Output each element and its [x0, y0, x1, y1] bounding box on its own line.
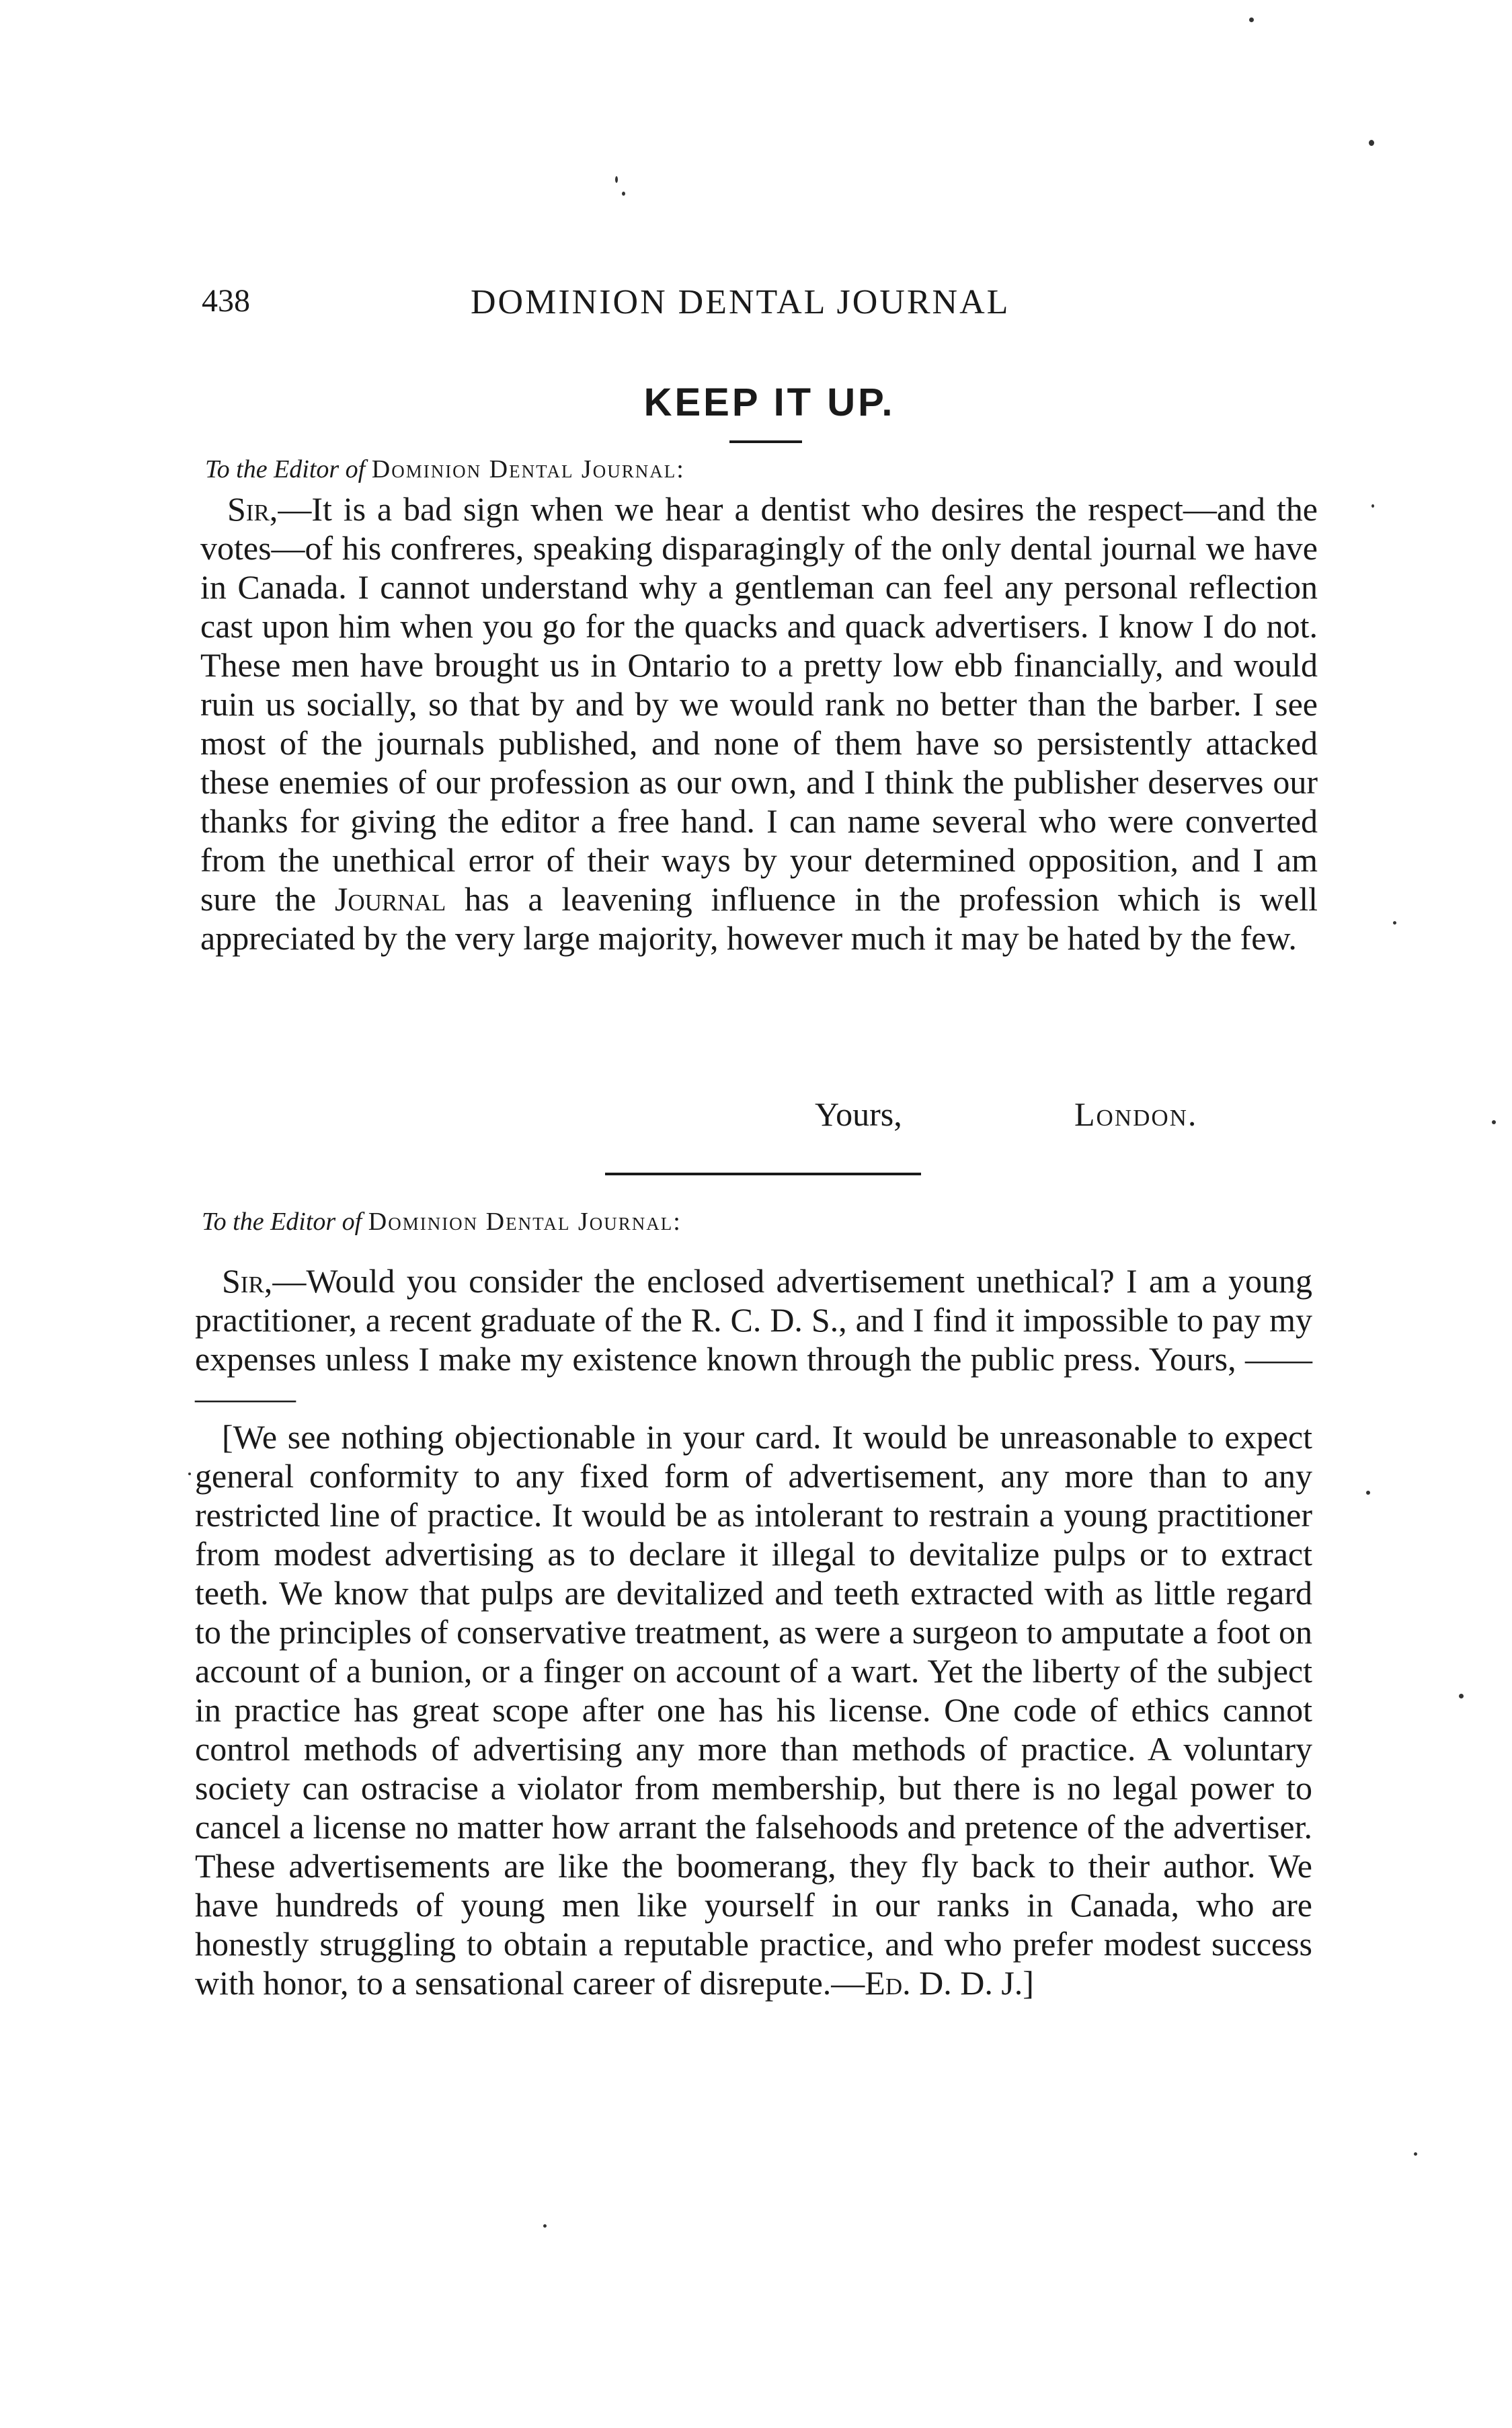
- letter-1-salutation: [205, 455, 685, 484]
- section-rule: [605, 1173, 921, 1175]
- letter-2-body: [195, 1261, 1312, 2002]
- letter-1-text-end: has a leavening influence in the profession which is well appreciated by the very large majority, however much it may be hated by the few.: [200, 880, 1318, 957]
- scan-speck: [1393, 921, 1396, 925]
- scan-speck: [1371, 504, 1374, 508]
- letter-1-body: [200, 489, 1318, 957]
- scan-speck: [543, 2224, 547, 2228]
- editor-reply-text: [We see nothing objectionable in your card. It would be unreasonable to expect general conformity to any fixed form of advertisement, any more than to any restricted line of practice. It would be as intolerant to restrain a young practitioner from modest advertising as to declare it illegal to devitalize pulps or to extract teeth. We know that pulps are devitalized and teeth extracted with as little regard to the principles of conservative treatment, as were a surgeon to amputate a foot on account of a bunion, or a finger on account of a wart. Yet the liberty of the subject in practice has great scope after one has his license. One code of ethics cannot control methods of advertising any more than methods of practice. A voluntary society can ostracise a violator from membership, but there is no legal power to cancel a license no matter how arrant the falsehoods and pretence of the advertiser. These advertisements are like the boomerang, they fly back to their author. We have hundreds of young men like yourself in our ranks in Canada, who are honestly struggling to obtain a reputable practice, and who prefer modest success with honor, to a sensational career of disrepute.: [195, 1418, 1312, 2002]
- scan-speck: [1492, 1120, 1496, 1124]
- journal-title: DOMINION DENTAL JOURNAL: [471, 283, 1010, 321]
- salutation-journal: Dominion Dental Journal:: [368, 1208, 682, 1236]
- scan-speck: [1249, 17, 1254, 22]
- running-head: [202, 282, 1331, 329]
- letter-2-opening: Sir,: [222, 1262, 273, 1300]
- letter-1-text: —It is a bad sign when we hear a dentist who desires the respect—and the votes—of his confreres, speaking disparagingly of the only dental journal we have in Canada. I cannot understand why a gentleman can feel any personal reflection cast upon him when you go for the quacks and quack advertisers. I know I do not. These men have brought us in Ontario to a pretty low ebb financially, and would ruin us socially, so that by and by we would rank no better than the barber. I see most of the journals published, and none of them have so persistently attacked these enemies of our profession as our own, and I think the publisher deserves our thanks for giving the editor a free hand. I can name several who were converted from the unethical error of their ways by your determined opposition, and I am sure the: [200, 490, 1318, 918]
- letter-2-closing: Yours, —— ———: [195, 1340, 1312, 1417]
- scan-speck: [1414, 2152, 1417, 2156]
- page-number: 438: [202, 283, 250, 319]
- letter-1-closing: Yours,: [815, 1095, 902, 1133]
- title-rule: [729, 440, 802, 443]
- scan-speck: [615, 176, 618, 183]
- scan-speck: [1366, 1491, 1370, 1495]
- scan-speck: [622, 192, 625, 196]
- letter-2-text: —Would you consider the enclosed advertisement unethical? I am a young practitioner, a recent graduate of the R. C. D. S., and I find it impossible to pay my expenses unless I make my existence known through the public press.: [195, 1262, 1312, 1378]
- letter-1-opening: Sir,: [227, 490, 278, 528]
- salutation-prefix: To the Editor of: [202, 1208, 368, 1236]
- salutation-prefix: To the Editor of: [205, 455, 372, 483]
- scan-speck: [1369, 140, 1374, 146]
- article-title: KEEP IT UP.: [643, 381, 896, 424]
- editor-attribution: —Ed. D. D. J.]: [831, 1964, 1034, 2002]
- scan-speck: [188, 1473, 191, 1475]
- letter-1-signature: London.: [1074, 1095, 1198, 1133]
- journal-word: Journal: [334, 880, 446, 918]
- salutation-journal: Dominion Dental Journal:: [371, 455, 685, 483]
- scan-speck: [1459, 1694, 1464, 1698]
- letter-2-salutation: [202, 1207, 682, 1237]
